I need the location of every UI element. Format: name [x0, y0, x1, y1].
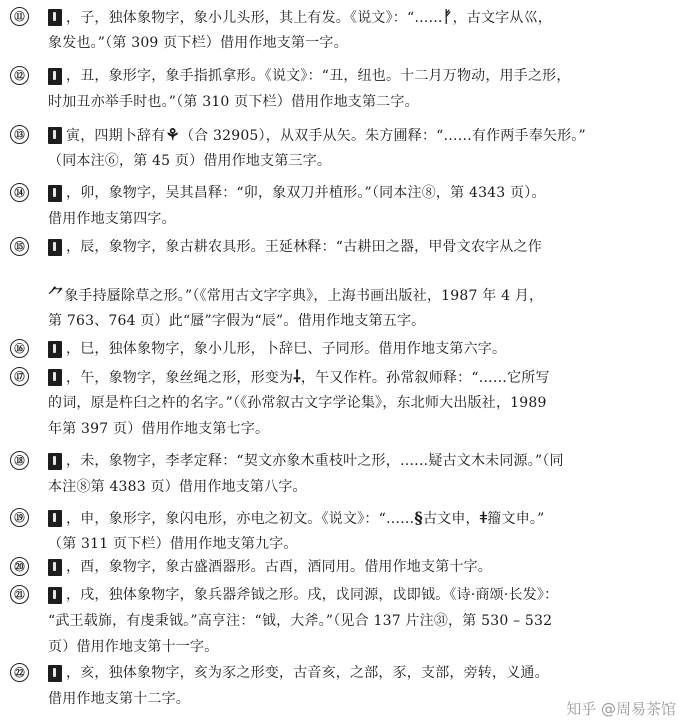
oracle-glyph-icon	[48, 587, 62, 604]
note-text: ，午又作杵。孙常叙师释：“……它所写	[300, 370, 550, 386]
note-text: ，子，独体象物字，象小儿头形，其上有发。《说文》：“……	[66, 10, 443, 26]
note-number: ⑫	[10, 66, 29, 85]
note-text: ，申，象形字，象闪电形，亦电之初文。《说文》：“……	[66, 511, 415, 527]
note-text: 借用作地支第十二字。	[48, 691, 190, 707]
note-text: 籀文申。”	[487, 511, 545, 527]
note-text: （第 311 页下栏）借用作地支第九字。	[48, 536, 298, 552]
oracle-glyph-icon	[48, 9, 62, 26]
note-text: 象手持蜃除草之形。”（《常用古文字字典》，上海书画出版社，1987 年 4 月，	[64, 288, 544, 304]
note-text: ，未，象物字，李孝定释：“契文亦象木重枝叶之形，……疑古文木未同源。”（同	[66, 453, 564, 469]
note-number: ⑬	[10, 125, 29, 144]
oracle-glyph-icon	[48, 453, 62, 470]
note-text: ，辰，象物字，象古耕农具形。王延林释：“古耕田之器，甲骨文农字从之作	[66, 239, 542, 255]
note-text: 页）借用作地支第十一字。	[48, 639, 219, 655]
note-text: “武王载旆，有虔秉钺。”高亨注：“钺，大斧。”（见合 137 片注㉛，第 530 – 532	[48, 613, 553, 629]
note-text: 象发也。”（第 309 页下栏）借用作地支第一字。	[48, 35, 348, 51]
oracle-glyph-icon	[48, 559, 62, 576]
note-text: （同本注⑥，第 45 页）借用作地支第三字。	[48, 153, 332, 169]
oracle-glyph-icon	[48, 127, 62, 144]
watermark: 知乎 @周易茶馆	[566, 700, 676, 718]
note-text: 借用作地支第四字。	[48, 211, 176, 227]
note-text: ，午，象物字，象丝绳之形，形变为	[66, 370, 294, 386]
note-number: ㉑	[10, 585, 29, 604]
note-number: ㉒	[10, 663, 29, 682]
note-number: ⑲	[10, 508, 29, 527]
note-text: ，巳，独体象物字，象小儿形，卜辞巳、子同形。借用作地支第六字。	[66, 341, 507, 357]
note-text: ，亥，独体象物字，亥为豕之形变，古音亥，之部，豕，支部，旁转，义通。	[66, 665, 549, 681]
note-text: 本注⑧第 4383 页）借用作地支第八字。	[48, 479, 307, 495]
ancient-glyph-icon: ǂ	[479, 508, 488, 527]
note-text: （合 32905），从双手从矢。朱方圃释：“……有作两手奉矢形。”	[179, 128, 586, 144]
oracle-glyph-icon	[48, 68, 62, 85]
ancient-glyph-icon: ⸸	[293, 367, 301, 386]
note-number: ⑯	[10, 339, 29, 358]
note-text: 寅，四期卜辞有	[66, 128, 166, 144]
oracle-glyph-icon	[48, 239, 62, 256]
note-text: 年第 397 页）借用作地支第七字。	[48, 421, 270, 437]
note-number: ⑰	[10, 367, 29, 386]
oracle-glyph-icon	[48, 665, 62, 682]
oracle-glyph-icon	[48, 185, 62, 202]
oracle-glyph-icon	[48, 510, 62, 527]
note-text: ，戌，独体象物字，象兵器斧钺之形。戌，戉同源，戉即钺。《诗·商颂·长发》：	[66, 587, 559, 603]
note-number: ⑱	[10, 451, 29, 470]
oracle-glyph-icon	[48, 341, 62, 358]
note-text: ，酉，象物字，象古盛酒器形。古酉，酒同用。借用作地支第十字。	[66, 559, 492, 575]
note-text: 的词，原是杵臼之杵的名字。”（《孙常叙古文字学论集》，东北师大出版社，1989	[48, 395, 547, 411]
note-text: 古文申，	[422, 511, 480, 527]
note-number: ⑳	[10, 557, 29, 576]
note-number: ⑪	[10, 7, 29, 26]
note-text: ，丑，象形字，象手指抓拿形。《说文》：“丑，纽也。十二月万物动，用手之形，	[66, 68, 571, 84]
note-text: ，古文字从巛，	[452, 10, 552, 26]
note-text: ，卯，象物字，吴其昌释：“卯，象双刀并植形。”（同本注⑧，第 4343 页）。	[66, 185, 546, 201]
ancient-glyph-icon: ⺈	[48, 285, 65, 304]
ancient-glyph-icon: ⚘	[165, 125, 180, 144]
note-number: ⑮	[10, 237, 29, 256]
note-text: 第 763、764 页）此“蜃”字假为“辰”。借用作地支第五字。	[48, 313, 426, 329]
oracle-glyph-icon	[48, 369, 62, 386]
ancient-glyph-icon: ᚠ	[442, 7, 453, 26]
ancient-glyph-icon: §	[414, 508, 423, 527]
note-number: ⑭	[10, 183, 29, 202]
note-text: 时加丑亦举手时也。”（第 310 页下栏）借用作地支第二字。	[48, 94, 419, 110]
